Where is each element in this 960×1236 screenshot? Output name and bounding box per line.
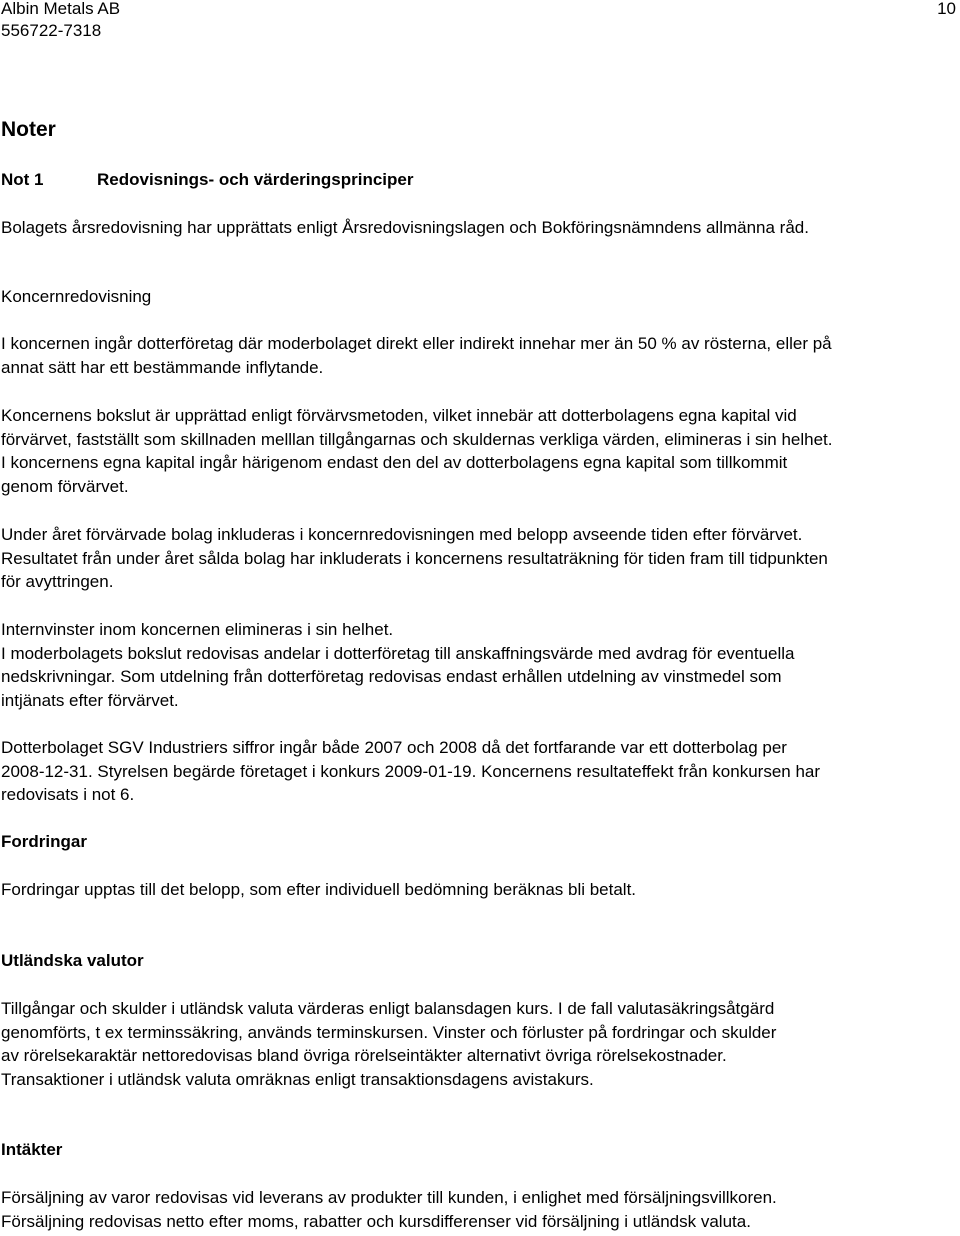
paragraph-line: av rörelsekaraktär nettoredovisas bland övriga rörelseintäkter alternativt övriga rörelsekostnader. [1, 1046, 727, 1066]
note-number: Not 1 [1, 170, 44, 189]
koncern-paragraph-3 [1, 523, 951, 594]
paragraph-line: genom förvärvet. [1, 476, 129, 496]
header-page-number: 10 [937, 0, 956, 18]
paragraph-line: annat sätt har ett bestämmande inflytande. [1, 357, 324, 377]
paragraph-line: förvärvet, fastställt som skillnaden melllan tillgångarnas och skuldernas verkliga värden, elimineras i sin helhet. [1, 429, 833, 449]
paragraph-line: redovisats i not 6. [1, 785, 135, 805]
koncern-paragraph-1 [1, 332, 951, 379]
paragraph-line: för avyttringen. [1, 572, 114, 592]
paragraph-line: Koncernens bokslut är upprättad enligt förvärvsmetoden, vilket innebär att dotterbolagens egna kapital vid [1, 406, 797, 425]
valutor-paragraph [1, 997, 951, 1091]
paragraph-line: Dotterbolaget SGV Industriers siffror ingår både 2007 och 2008 då det fortfarande var ett dotterbolag per [1, 738, 787, 757]
intro-line: Bolagets årsredovisning har upprättats enligt Årsredovisningslagen och Bokföringsnämndens allmänna råd. [1, 218, 809, 237]
paragraph-line: I moderbolagets bokslut redovisas andelar i dotterföretag till anskaffningsvärde med avdrag för eventuella [1, 643, 795, 663]
koncern-paragraph-4 [1, 618, 951, 712]
section-heading-koncernredovisning: Koncernredovisning [1, 287, 152, 306]
koncern-paragraph-5 [1, 736, 951, 807]
paragraph-line: Tillgångar och skulder i utländsk valuta värderas enligt balansdagen kurs. I de fall valutasäkringsåtgärd [1, 999, 775, 1018]
paragraph-line: Försäljning redovisas netto efter moms, rabatter och kursdifferenser vid försäljning i utländsk valuta. [1, 1211, 751, 1231]
section-heading-utlandska-valutor: Utländska valutor [1, 951, 144, 970]
paragraph-line: Internvinster inom koncernen elimineras i sin helhet. [1, 620, 394, 639]
note-heading: Redovisnings- och värderingsprinciper [97, 170, 414, 189]
notes-title: Noter [1, 118, 56, 141]
intakter-paragraph [1, 1186, 951, 1233]
paragraph-line: genomförts, t ex terminssäkring, används terminskursen. Vinster och förluster på fordringar och skulder [1, 1022, 777, 1042]
paragraph-line: I koncernen ingår dotterföretag där moderbolaget direkt eller indirekt innehar mer än 50 % av rösterna, eller på [1, 334, 832, 353]
koncern-paragraph-2 [1, 404, 951, 498]
paragraph-line: nedskrivningar. Som utdelning från dotterföretag redovisas endast erhållen utdelning av vinstmedel som [1, 667, 782, 687]
paragraph-line: intjänats efter förvärvet. [1, 690, 179, 710]
paragraph-line: I koncernens egna kapital ingår härigenom endast den del av dotterbolagens egna kapital som tillkommit [1, 453, 788, 473]
paragraph-line: Resultatet från under året sålda bolag har inkluderats i koncernens resultaträkning för tiden fram till tidpunkten [1, 548, 828, 568]
paragraph-line: Fordringar upptas till det belopp, som efter individuell bedömning beräknas bli betalt. [1, 880, 637, 899]
section-heading-fordringar: Fordringar [1, 832, 87, 851]
header-org-number: 556722-7318 [1, 21, 102, 40]
section-heading-intakter: Intäkter [1, 1140, 63, 1159]
paragraph-line: Transaktioner i utländsk valuta omräknas enligt transaktionsdagens avistakurs. [1, 1069, 594, 1089]
header-company-name: Albin Metals AB [1, 0, 121, 18]
paragraph-line: Under året förvärvade bolag inkluderas i koncernredovisningen med belopp avseende tiden efter förvärvet. [1, 525, 803, 544]
paragraph-line: 2008-12-31. Styrelsen begärde företaget i konkurs 2009-01-19. Koncernens resultateffekt från konkursen har [1, 761, 821, 781]
fordringar-paragraph [1, 878, 951, 902]
intro-paragraph [1, 216, 951, 240]
paragraph-line: Försäljning av varor redovisas vid leverans av produkter till kunden, i enlighet med försäljningsvillkoren. [1, 1188, 777, 1207]
